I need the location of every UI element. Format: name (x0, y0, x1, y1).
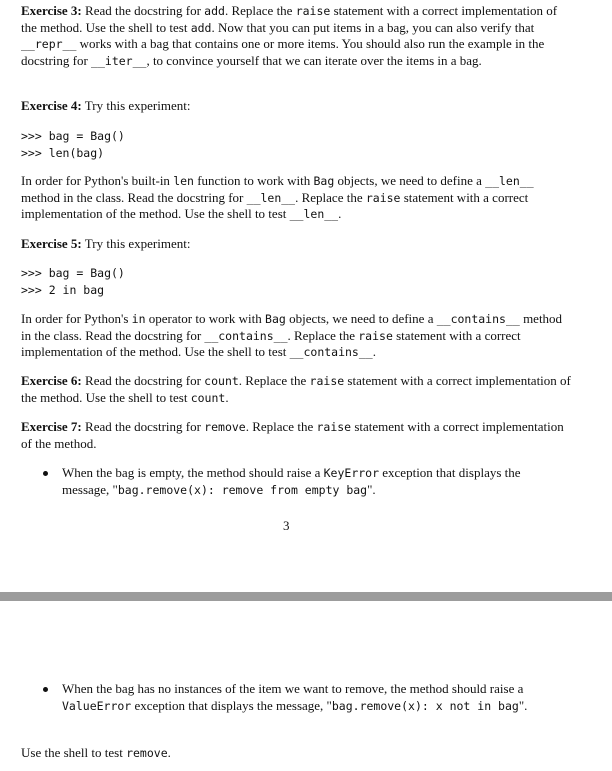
code-valueerror: ValueError (62, 698, 132, 713)
text: statement with a correct implementation of the method. Use the shell to test (21, 189, 529, 221)
code-line: >>> len(bag) (21, 146, 105, 160)
text: , to convince yourself that we can iterate over the items in a bag. (146, 52, 482, 68)
text: In order for Python's (21, 311, 132, 326)
code-contains: __contains__ (436, 312, 520, 326)
code-line: >>> 2 in bag (21, 283, 105, 297)
exercise-4-paragraph (21, 173, 571, 223)
code-iter: __iter__ (91, 53, 147, 68)
exercise-5-code-block (21, 265, 125, 299)
code-add: add (190, 20, 212, 35)
exercise-7-bullet-missing-item (43, 681, 563, 714)
code-in: in (131, 312, 146, 326)
code-count: count (190, 390, 226, 405)
code-contains: __contains__ (204, 328, 288, 343)
code-raise: raise (358, 328, 393, 343)
text: Read the docstring for (81, 3, 205, 18)
code-len: len (173, 174, 194, 188)
code-dunder-len: __len__ (246, 190, 296, 205)
text: . (372, 344, 376, 359)
code-repr: __repr__ (21, 37, 77, 51)
code-raise: raise (295, 4, 331, 18)
exercise-7-paragraph (21, 419, 571, 452)
code-count: count (204, 374, 239, 388)
text: . (225, 389, 229, 405)
text: works with a bag that contains one or more items. You should also run the example in the docstring for (21, 36, 545, 68)
text: . Replace the (238, 373, 310, 388)
code-dunder-len: __len__ (485, 174, 534, 188)
code-raise: raise (316, 420, 352, 434)
code-remove: remove (204, 420, 246, 434)
code-remove: remove (126, 746, 168, 760)
text: . Replace the (224, 3, 296, 18)
text: method in the class. Read the docstring for (21, 311, 563, 343)
exercise-7-closing (21, 745, 571, 762)
text: statement with a correct implementation of the method. Use the shell to test (21, 373, 571, 405)
code-bag: Bag (265, 312, 286, 326)
text: . Now that you can put items in a bag, you can also verify that (211, 19, 535, 35)
page-separator (0, 592, 612, 601)
text: statement with a correct implementation of the method. Use the shell to test (21, 3, 558, 35)
exercise-4-heading (21, 98, 571, 115)
text: Use the shell to test (21, 745, 127, 760)
text: ". (518, 697, 528, 713)
text: method in the class. Read the docstring for (21, 189, 247, 205)
text: Try this experiment: (81, 236, 191, 251)
exercise-7-bullet-empty-bag (43, 465, 563, 498)
exercise-7-label: Exercise 7: (21, 419, 82, 434)
code-add: add (204, 4, 225, 18)
code-line: >>> bag = Bag() (21, 266, 125, 280)
text: . (167, 745, 171, 760)
code-keyerror: KeyError (323, 466, 380, 480)
exercise-5-paragraph (21, 311, 571, 361)
code-message: bag.remove(x): remove from empty bag (117, 482, 368, 497)
text: In order for Python's built-in (21, 173, 174, 188)
code-bag: Bag (313, 174, 335, 188)
text: . Replace the (245, 419, 317, 434)
code-contains: __contains__ (289, 345, 373, 359)
text: exception that displays the message, " (131, 697, 332, 713)
text: When the bag is empty, the method should raise a (62, 465, 324, 480)
text: Read the docstring for (81, 373, 205, 388)
page-4 (0, 601, 612, 771)
page-number: 3 (283, 518, 290, 533)
exercise-4-label: Exercise 4: (21, 98, 82, 113)
text: Read the docstring for (81, 419, 205, 434)
text: Try this experiment: (81, 98, 191, 113)
exercise-5-heading (21, 236, 571, 253)
text: ". (367, 481, 376, 497)
bullet-text (62, 681, 563, 714)
bullet-icon (43, 471, 48, 476)
text: exception that displays the message, " (62, 465, 521, 497)
text: objects, we need to define a (334, 173, 486, 188)
text: statement with a correct implementation of the method. (21, 419, 564, 451)
text: statement with a correct implementation of the method. Use the shell to test (21, 327, 521, 359)
text: objects, we need to define a (285, 311, 437, 326)
text: operator to work with (145, 311, 266, 326)
exercise-4-code-block (21, 128, 125, 162)
code-dunder-len: __len__ (289, 207, 339, 221)
text: When the bag has no instances of the item we want to remove, the method should raise a (62, 681, 524, 696)
text: function to work with (193, 173, 314, 188)
exercise-5-label: Exercise 5: (21, 236, 82, 251)
exercise-6-paragraph (21, 373, 571, 406)
exercise-6-label: Exercise 6: (21, 373, 82, 388)
text: . Replace the (295, 189, 366, 205)
code-raise: raise (365, 190, 401, 205)
text: . (338, 206, 342, 221)
exercise-3-label: Exercise 3: (21, 3, 82, 18)
code-raise: raise (309, 374, 345, 388)
code-message: bag.remove(x): x not in bag (331, 698, 519, 713)
code-line: >>> bag = Bag() (21, 129, 125, 143)
exercise-3-paragraph (21, 3, 571, 69)
text: . Replace the (287, 327, 359, 343)
bullet-text (62, 465, 563, 498)
bullet-icon (43, 687, 48, 692)
